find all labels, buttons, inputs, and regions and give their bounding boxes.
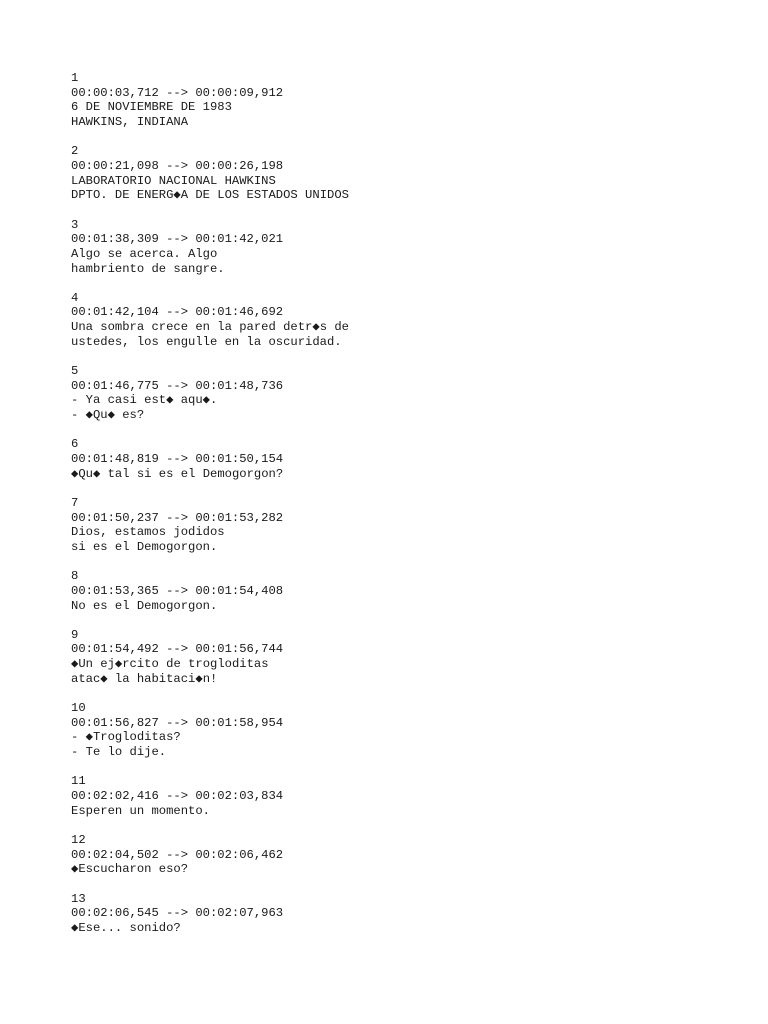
subtitle-text-line: Dios, estamos jodidos <box>71 525 225 540</box>
subtitle-timecode: 00:01:56,827 --> 00:01:58,954 <box>71 715 284 730</box>
subtitle-text-line: ◆Un ej◆rcito de trogloditas <box>71 657 269 672</box>
subtitle-index: 8 <box>71 569 79 584</box>
subtitle-index: 1 <box>71 71 79 85</box>
subtitle-index: 13 <box>71 891 86 906</box>
subtitle-timecode: 00:00:03,712 --> 00:00:09,912 <box>71 85 284 100</box>
subtitle-index: 9 <box>71 627 79 642</box>
subtitle-timecode: 00:01:50,237 --> 00:01:53,282 <box>71 510 284 525</box>
subtitle-timecode: 00:01:38,309 --> 00:01:42,021 <box>71 232 284 247</box>
subtitle-text-line: 6 DE NOVIEMBRE DE 1983 <box>71 100 232 115</box>
subtitle-text-line: DPTO. DE ENERG◆A DE LOS ESTADOS UNIDOS <box>71 188 349 203</box>
subtitle-text-line: Algo se acerca. Algo <box>71 246 218 261</box>
subtitle-text-line: ustedes, los engulle en la oscuridad. <box>71 334 342 349</box>
subtitle-entry <box>71 569 731 613</box>
subtitle-entry <box>71 701 731 760</box>
subtitle-timecode: 00:01:53,365 --> 00:01:54,408 <box>71 583 284 598</box>
subtitle-text-line: No es el Demogorgon. <box>71 598 218 613</box>
subtitle-text-line: - Te lo dije. <box>71 745 167 760</box>
subtitle-index: 10 <box>71 701 86 716</box>
subtitle-index: 6 <box>71 437 79 452</box>
subtitle-index: 11 <box>71 774 86 789</box>
subtitle-timecode: 00:01:48,819 --> 00:01:50,154 <box>71 451 284 466</box>
subtitle-text-line: Una sombra crece en la pared detr◆s de <box>71 320 349 335</box>
subtitle-text-line: LABORATORIO NACIONAL HAWKINS <box>71 173 276 188</box>
subtitle-index: 4 <box>71 290 79 305</box>
subtitle-text-line: atac◆ la habitaci◆n! <box>71 671 218 686</box>
subtitle-text-line: hambriento de sangre. <box>71 261 225 276</box>
subtitle-entry <box>71 71 731 130</box>
subtitle-entry <box>71 144 731 203</box>
subtitle-entry <box>71 774 731 818</box>
subtitle-entry <box>71 364 731 423</box>
subtitle-text-line: - Ya casi est◆ aqu◆. <box>71 393 218 408</box>
subtitle-entry <box>71 496 731 555</box>
subtitle-text-line: HAWKINS, INDIANA <box>71 114 189 129</box>
subtitle-text-line: ◆Ese... sonido? <box>71 920 181 935</box>
subtitle-text-line: si es el Demogorgon. <box>71 539 218 554</box>
subtitle-index: 2 <box>71 144 79 159</box>
subtitle-entry <box>71 218 731 277</box>
subtitle-text-line: ◆Escucharon eso? <box>71 862 189 877</box>
subtitle-timecode: 00:00:21,098 --> 00:00:26,198 <box>71 158 284 173</box>
subtitle-entry <box>71 833 731 877</box>
subtitle-timecode: 00:02:02,416 --> 00:02:03,834 <box>71 789 284 803</box>
subtitle-index: 5 <box>71 364 79 379</box>
subtitle-timecode: 00:01:42,104 --> 00:01:46,692 <box>71 305 284 320</box>
subtitle-text-line: - ◆Trogloditas? <box>71 730 181 745</box>
subtitle-text-line: Esperen un momento. <box>71 803 210 818</box>
subtitle-index: 12 <box>71 832 86 847</box>
subtitle-timecode: 00:02:04,502 --> 00:02:06,462 <box>71 847 284 862</box>
subtitle-entry <box>71 892 731 936</box>
subtitle-entry <box>71 628 731 687</box>
subtitle-text-line: - ◆Qu◆ es? <box>71 408 145 423</box>
subtitle-index: 7 <box>71 495 79 510</box>
subtitle-entry <box>71 437 731 481</box>
subtitle-timecode: 00:02:06,545 --> 00:02:07,963 <box>71 906 284 921</box>
subtitle-entry <box>71 291 731 350</box>
subtitle-text-line: ◆Qu◆ tal si es el Demogorgon? <box>71 466 284 481</box>
subtitle-index: 3 <box>71 217 79 232</box>
subtitle-document <box>71 71 731 950</box>
subtitle-timecode: 00:01:46,775 --> 00:01:48,736 <box>71 378 284 393</box>
subtitle-timecode: 00:01:54,492 --> 00:01:56,744 <box>71 642 284 657</box>
